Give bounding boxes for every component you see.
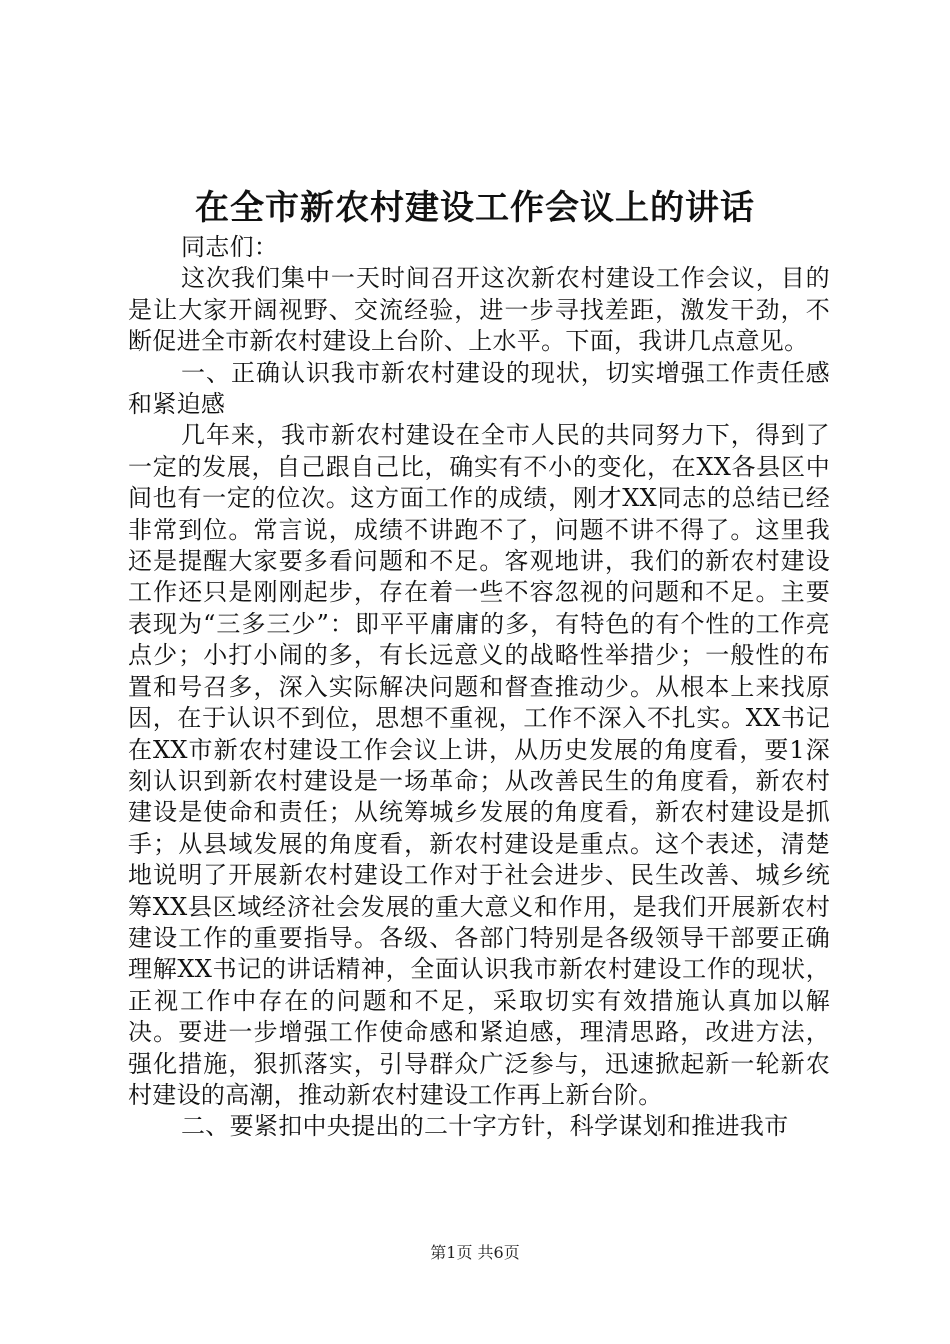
page-title: 在全市新农村建设工作会议上的讲话 [195,188,755,228]
paragraph-intro: 这次我们集中一天时间召开这次新农村建设工作会议，目的是让大家开阔视野、交流经验，进一步寻找差距，激发干劲，不断促进全市新农村建设上台阶、上水平。下面，我讲几点意见。 [128,264,830,356]
document-body [128,232,830,1143]
section-heading-2: 二、要紧扣中央提出的二十字方针，科学谋划和推进我市 [181,1112,789,1141]
paragraph-section-1: 几年来，我市新农村建设在全市人民的共同努力下，得到了一定的发展，自己跟自己比，确实有不小的变化，在XX各县区中间也有一定的位次。这方面工作的成绩，刚才XX同志的总结已经非常到位。常言说，成绩不讲跑不了，问题不讲不得了。这里我还是提醒大家要多看问题和不足。客观地讲，我们的新农村建设工作还只是刚刚起步，存在着一些不容忽视的问题和不足。主要表现为“三多三少”：即平平庸庸的多，有特色的有个性的工作亮点少；小打小闹的多，有长远意义的战略性举措少；一般性的布置和号召多，深入实际解决问题和督查推动少。从根本上来找原因，在于认识不到位，思想不重视，工作不深入不扎实。XX书记在XX市新农村建设工作会议上讲，从历史发展的角度看，要1深刻认识到新农村建设是一场革命；从改善民生的角度看，新农村建设是使命和责任；从统筹城乡发展的角度看，新农村建设是抓手；从县域发展的角度看，新农村建设是重点。这个表述，清楚地说明了开展新农村建设工作对于社会进步、民生改善、城乡统筹XX县区域经济社会发展的重大意义和作用，是我们开展新农村建设工作的重要指导。各级、各部门特别是各级领导干部要正确理解XX书记的讲话精神，全面认识我市新农村建设工作的现状，正视工作中存在的问题和不足，采取切实有效措施认真加以解决。要进一步增强工作使命感和紧迫感，理清思路，改进方法，强化措施，狠抓落实，引导群众广泛参与，迅速掀起新一轮新农村建设的高潮，推动新农村建设工作再上新台阶。 [128,421,830,1109]
salutation: 同志们： [181,233,279,261]
section-heading-1: 一、正确认识我市新农村建设的现状，切实增强工作责任感和紧迫感 [128,358,830,419]
page-number-footer: 第1页 共6页 [430,1243,520,1262]
